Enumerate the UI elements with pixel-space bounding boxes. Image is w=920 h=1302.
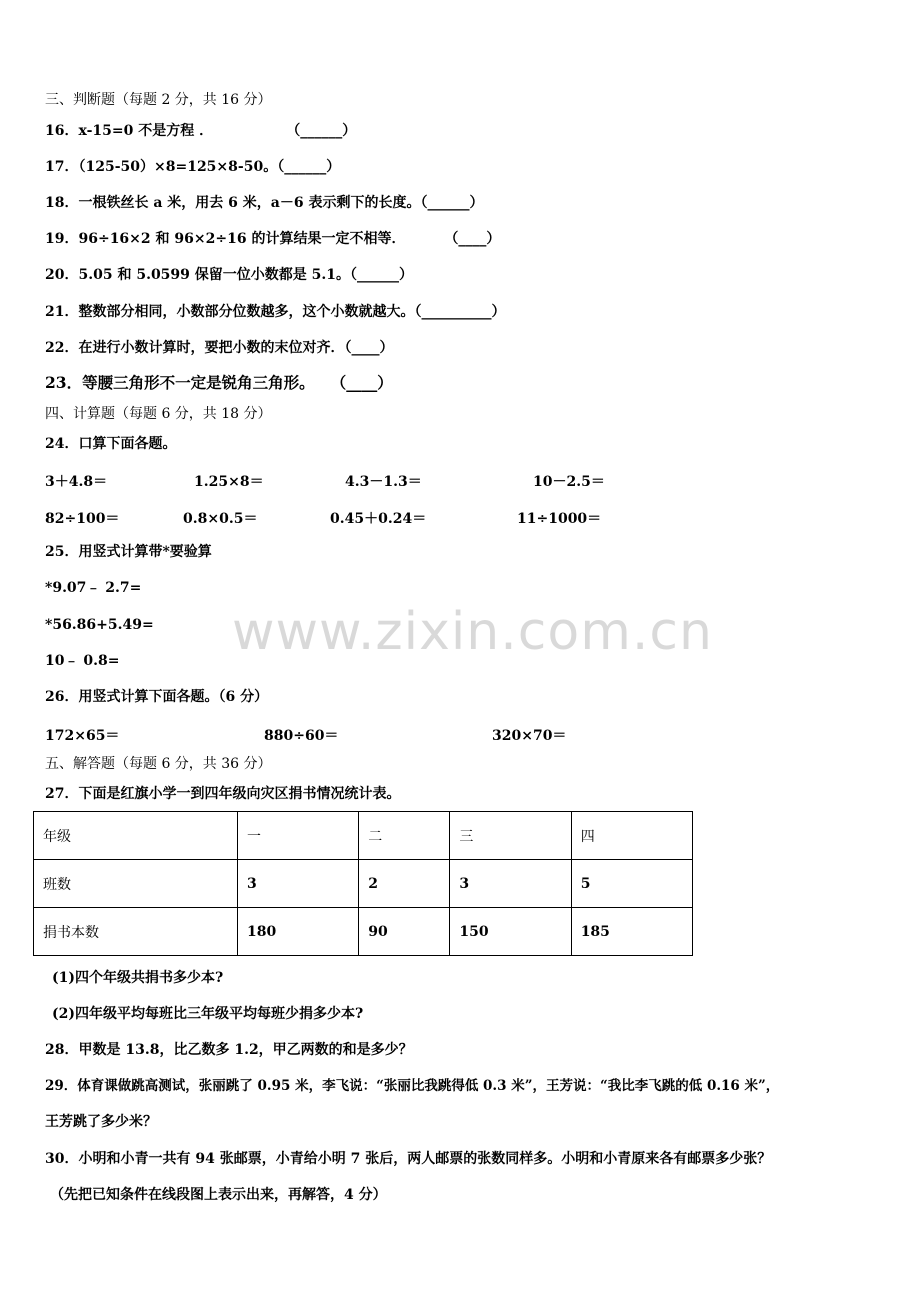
- table-cell: 185: [571, 908, 692, 956]
- table-cell: 3: [238, 860, 359, 908]
- question-23: 23．等腰三角形不一定是锐角三角形。 （____）: [45, 373, 393, 392]
- question-24: 24．口算下面各题。: [45, 436, 177, 452]
- question-29-continued: 王芳跳了多少米？: [45, 1114, 157, 1130]
- table-cell: 180: [238, 908, 359, 956]
- question-26: 26．用竖式计算下面各题。（6 分）: [45, 689, 269, 705]
- oral-item: 82÷100＝: [45, 511, 120, 527]
- table-cell: 3: [450, 860, 571, 908]
- table-row-label: 班数: [34, 860, 238, 908]
- oral-item: 10－2.5＝: [533, 474, 605, 490]
- table-cell: 150: [450, 908, 571, 956]
- section4-title: 四、计算题（每题 6 分，共 18 分）: [45, 406, 272, 422]
- section3-title: 三、判断题（每题 2 分，共 16 分）: [45, 92, 272, 108]
- q26-item: 320×70＝: [492, 728, 567, 744]
- q26-item: 880÷60＝: [264, 728, 339, 744]
- table-header-cell: 年级: [34, 812, 238, 860]
- table-header-cell: 四: [571, 812, 692, 860]
- question-20: 20．5.05 和 5.0599 保留一位小数都是 5.1。（______）: [45, 267, 414, 283]
- question-22: 22．在进行小数计算时，要把小数的末位对齐．（____）: [45, 340, 394, 356]
- oral-item: 4.3－1.3＝: [345, 474, 422, 490]
- donation-table: [33, 811, 693, 956]
- table-cell: 2: [359, 860, 450, 908]
- oral-item: 1.25×8＝: [194, 474, 264, 490]
- oral-item: 11÷1000＝: [517, 511, 602, 527]
- question-25: 25．用竖式计算带*要验算: [45, 544, 212, 560]
- watermark: www.zixin.com.cn: [232, 602, 713, 662]
- table-header-cell: 三: [450, 812, 571, 860]
- question-29: 29．体育课做跳高测试，张丽跳了 0.95 米，李飞说：“张丽比我跳得低 0.3 米”，王芳说：“我比李飞跳的低 0.16 米”，: [45, 1078, 780, 1094]
- question-27: 27．下面是红旗小学一到四年级向灾区捐书情况统计表。: [45, 786, 401, 802]
- question-21: 21．整数部分相同，小数部分位数越多，这个小数就越大。（__________）: [45, 304, 506, 320]
- oral-item: 0.45＋0.24＝: [330, 511, 427, 527]
- vertical-calc-item: *56.86+5.49=: [45, 617, 154, 633]
- table-row: [34, 908, 693, 956]
- vertical-calc-item: *9.07﹣ 2.7=: [45, 580, 142, 596]
- question-19: 19．96÷16×2 和 96×2÷16 的计算结果一定不相等． （____）: [45, 231, 501, 247]
- question-30: 30．小明和小青一共有 94 张邮票，小青给小明 7 张后，两人邮票的张数同样多。小明和小青原来各有邮票多少张？: [45, 1151, 772, 1167]
- oral-item: 3＋4.8＝: [45, 474, 108, 490]
- table-header-cell: 一: [238, 812, 359, 860]
- question-17: 17．（125-50）×8=125×8-50。（______）: [45, 159, 341, 175]
- table-cell: 5: [571, 860, 692, 908]
- oral-item: 0.8×0.5＝: [183, 511, 258, 527]
- question-16: 16．x-15=0 不是方程 ． （______）: [45, 123, 357, 139]
- vertical-calc-item: 10﹣ 0.8=: [45, 653, 120, 669]
- table-row: [34, 812, 693, 860]
- question-30-note: （先把已知条件在线段图上表示出来，再解答，4 分）: [50, 1187, 387, 1203]
- question-18: 18．一根铁丝长 a 米，用去 6 米，a－6 表示剩下的长度。（______）: [45, 195, 484, 211]
- section5-title: 五、解答题（每题 6 分，共 36 分）: [45, 756, 272, 772]
- table-row-label: 捐书本数: [34, 908, 238, 956]
- q26-item: 172×65＝: [45, 728, 120, 744]
- table-row: [34, 860, 693, 908]
- question-27-part-2: (2)四年级平均每班比三年级平均每班少捐多少本?: [52, 1006, 364, 1022]
- table-cell: 90: [359, 908, 450, 956]
- question-28: 28．甲数是 13.8，比乙数多 1.2，甲乙两数的和是多少？: [45, 1042, 413, 1058]
- table-header-cell: 二: [359, 812, 450, 860]
- question-27-part-1: (1)四个年级共捐书多少本?: [52, 970, 224, 986]
